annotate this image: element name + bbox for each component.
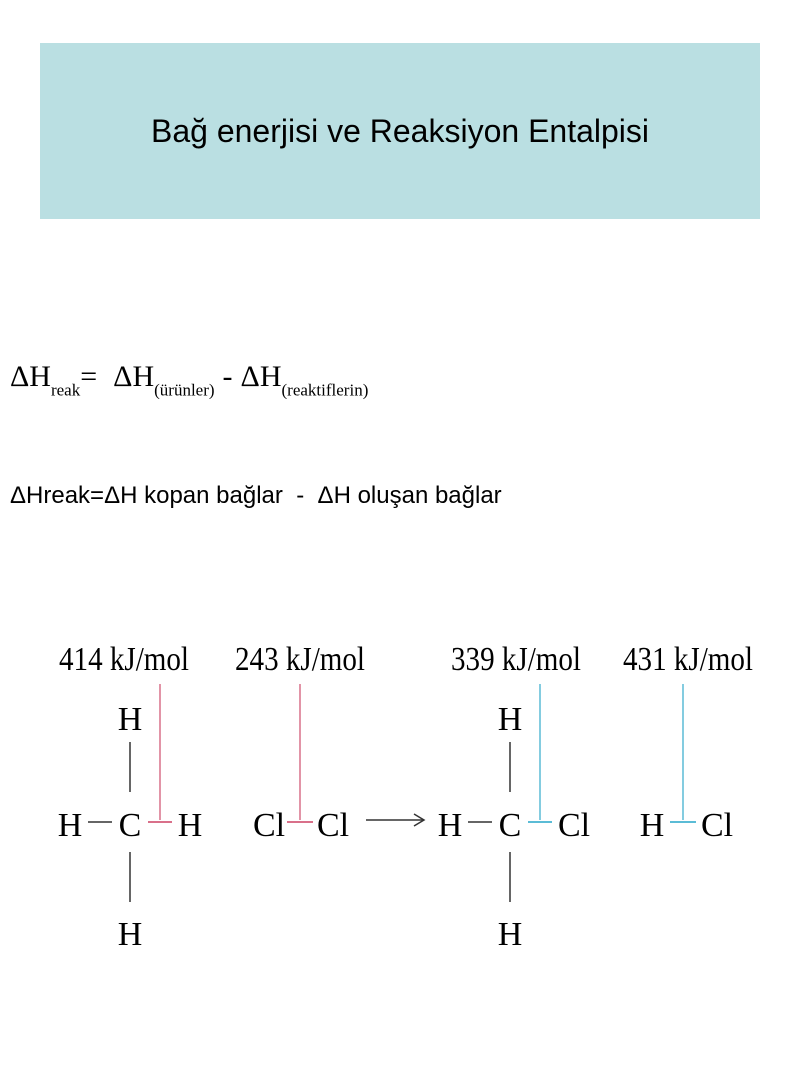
chloromethane-molecule (438, 684, 590, 953)
methane-molecule (58, 684, 203, 953)
bond-energy-equation: ΔHreak=ΔH kopan bağlar - ΔH oluşan bağlar (10, 482, 502, 509)
atom-h: H (117, 701, 143, 738)
energy-label-hcl: 431 kJ/mol (623, 641, 753, 678)
reaction-arrow (366, 814, 424, 826)
atom-cl: Cl (557, 807, 591, 844)
reak-subscript: reak (50, 380, 81, 400)
delta-h-symbol: ΔH (10, 360, 51, 393)
atom-h: H (497, 916, 523, 953)
atom-cl: Cl (252, 807, 286, 844)
atom-c: C (118, 807, 142, 844)
products-subscript: (ürünler) (154, 380, 215, 400)
delta-h-symbol: ΔH (113, 360, 155, 393)
atom-c: C (498, 807, 522, 844)
atom-h: H (437, 807, 463, 844)
atom-h: H (177, 807, 203, 844)
atom-h: H (639, 807, 665, 844)
chlorine-molecule (253, 684, 349, 844)
hydrogen-chloride-molecule (640, 684, 733, 844)
energy-label-ccl: 339 kJ/mol (451, 641, 581, 678)
atom-h: H (57, 807, 83, 844)
title-box (40, 43, 760, 219)
atom-h: H (497, 701, 523, 738)
minus-sign: - (222, 360, 233, 393)
page-title: Bağ enerjisi ve Reaksiyon Entalpisi (150, 112, 650, 149)
atom-h: H (117, 916, 143, 953)
equals-sign: = (80, 360, 98, 393)
atom-cl: Cl (700, 807, 734, 844)
reaction-diagram (0, 600, 800, 970)
atom-cl: Cl (316, 807, 350, 844)
energy-label-clcl: 243 kJ/mol (235, 641, 365, 678)
reactants-subscript: (reaktiflerin) (281, 380, 369, 400)
enthalpy-equation (10, 360, 368, 400)
energy-label-ch: 414 kJ/mol (59, 641, 189, 678)
delta-h-symbol: ΔH (240, 360, 282, 393)
